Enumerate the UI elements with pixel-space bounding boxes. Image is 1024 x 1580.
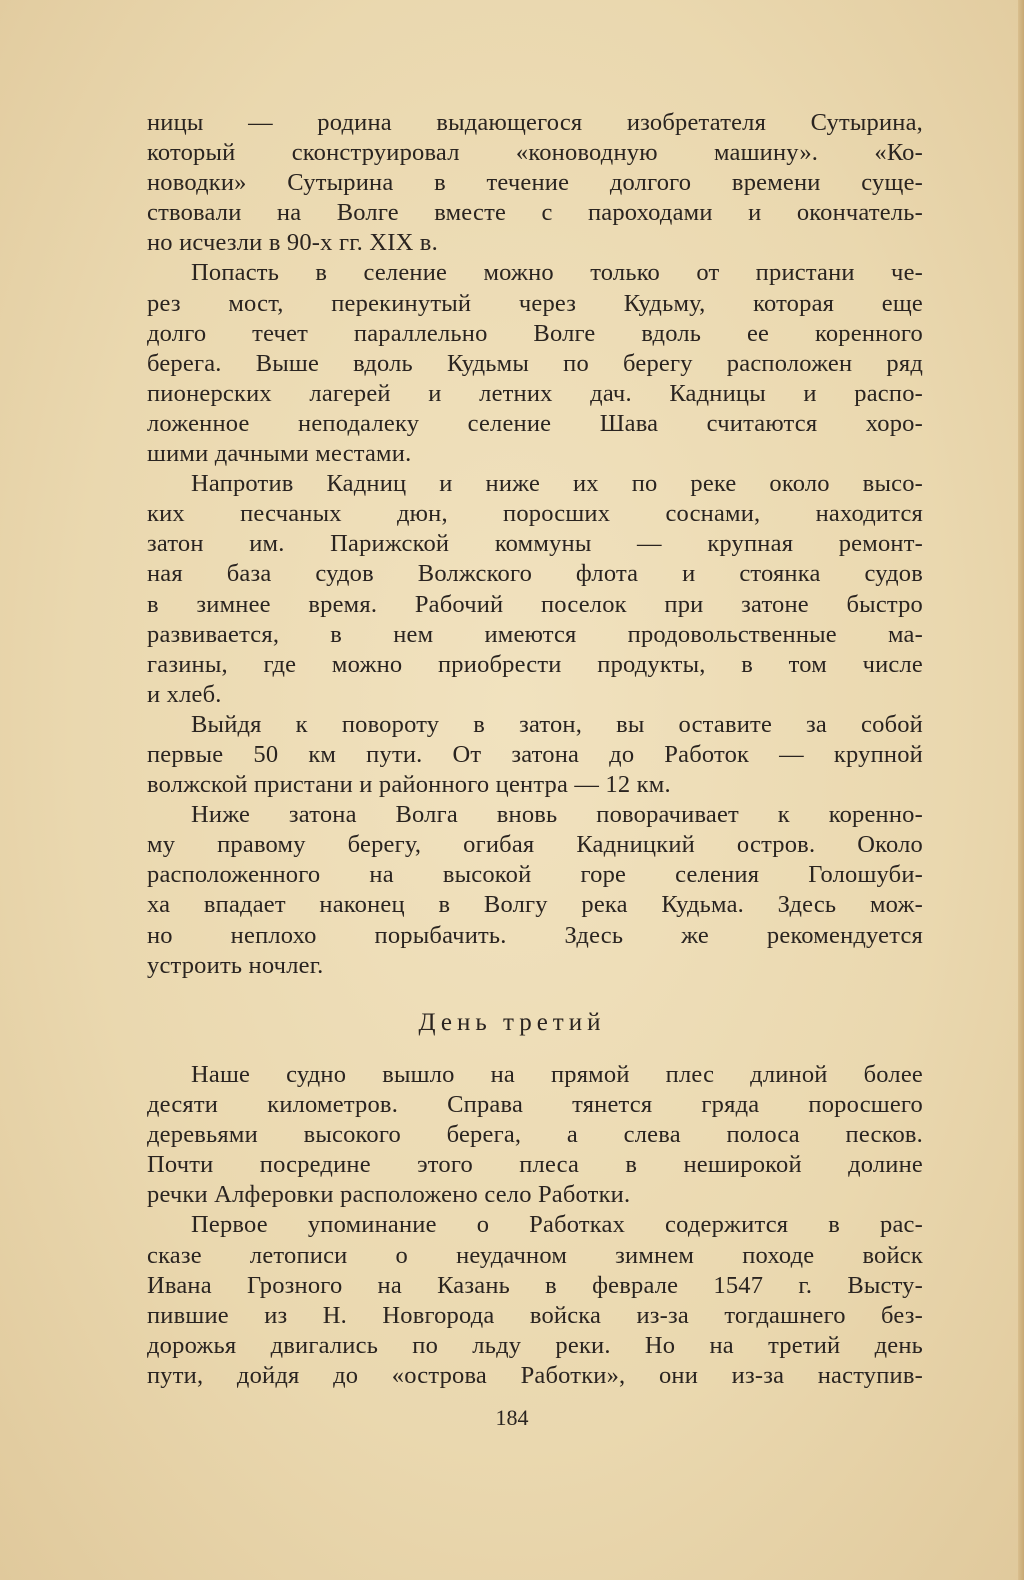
text-line: и хлеб.: [147, 680, 222, 708]
text-line: в зимнее время. Рабочий поселок при затоне быстро: [147, 590, 923, 618]
text-line: ствовали на Волге вместе с пароходами и окончатель-: [147, 199, 923, 227]
text-line: шими дачными местами.: [147, 440, 412, 468]
text-line: Почти посредине этого плеса в неширокой долине: [147, 1151, 923, 1179]
text-line: газины, где можно приобрести продукты, в том числе: [147, 650, 923, 678]
body-text-top: [147, 108, 923, 981]
page-number: 184: [495, 1405, 529, 1430]
text-line: пути, дойдя до «острова Работки», они из-за наступив-: [147, 1361, 923, 1389]
text-line: но исчезли в 90-х гг. XIX в.: [147, 229, 438, 257]
text-line: затон им. Парижской коммуны — крупная ремонт-: [147, 530, 923, 558]
text-line: ких песчаных дюн, поросших соснами, находится: [147, 500, 923, 528]
text-line: устроить ночлег.: [147, 951, 324, 979]
text-line: рез мост, перекинутый через Кудьму, которая еще: [147, 289, 923, 317]
text-line: десяти километров. Справа тянется гряда поросшего: [147, 1091, 923, 1119]
text-line: Ивана Грозного на Казань в феврале 1547 г. Высту-: [147, 1271, 923, 1299]
text-line: пившие из Н. Новгорода войска из-за тогдашнего без-: [147, 1301, 923, 1329]
text-line: долго течет параллельно Волге вдоль ее коренного: [147, 319, 923, 347]
page-edge: [1018, 0, 1024, 1580]
text-line: ная база судов Волжского флота и стоянка судов: [147, 560, 923, 588]
text-line: му правому берегу, огибая Кадницкий остров. Около: [147, 831, 923, 859]
text-line: но неплохо порыбачить. Здесь же рекомендуется: [147, 921, 923, 949]
text-line: Попасть в селение можно только от пристани че-: [191, 259, 923, 287]
text-line: ницы — родина выдающегося изобретателя Сутырина,: [147, 109, 923, 136]
text-line: деревьями высокого берега, а слева полоса песков.: [147, 1121, 923, 1149]
text-line: Выйдя к повороту в затон, вы оставите за собой: [191, 710, 923, 738]
text-line: ложенное неподалеку селение Шава считаются хоро-: [147, 409, 923, 437]
text-line: речки Алферовки расположено село Работки.: [147, 1181, 631, 1209]
text-line: сказе летописи о неудачном зимнем походе войск: [147, 1241, 923, 1269]
text-line: новодки» Сутырина в течение долгого времени суще-: [147, 169, 923, 197]
text-line: Напротив Кадниц и ниже их по реке около высо-: [191, 470, 923, 498]
body-text-bottom: [147, 1060, 923, 1391]
text-line: который сконструировал «коноводную машину». «Ко-: [147, 139, 923, 167]
text-line: Ниже затона Волга вновь поворачивает к коренно-: [191, 801, 923, 829]
text-line: Первое упоминание о Работках содержится в рас-: [191, 1211, 923, 1239]
text-line: пионерских лагерей и летних дач. Кадницы и распо-: [147, 379, 923, 407]
text-line: Наше судно вышло на прямой плес длиной более: [191, 1061, 923, 1088]
text-line: расположенного на высокой горе селения Голошуби-: [147, 861, 923, 889]
text-line: волжской пристани и районного центра — 12 км.: [147, 771, 671, 799]
text-line: ха впадает наконец в Волгу река Кудьма. Здесь мож-: [147, 891, 923, 919]
text-line: развивается, в нем имеются продовольственные ма-: [147, 620, 923, 648]
section-heading: День третий: [418, 1009, 606, 1036]
text-line: берега. Выше вдоль Кудьмы по берегу расположен ряд: [147, 349, 923, 377]
text-line: дорожья двигались по льду реки. Но на третий день: [147, 1331, 923, 1359]
text-line: первые 50 км пути. От затона до Работок — крупной: [147, 740, 923, 768]
